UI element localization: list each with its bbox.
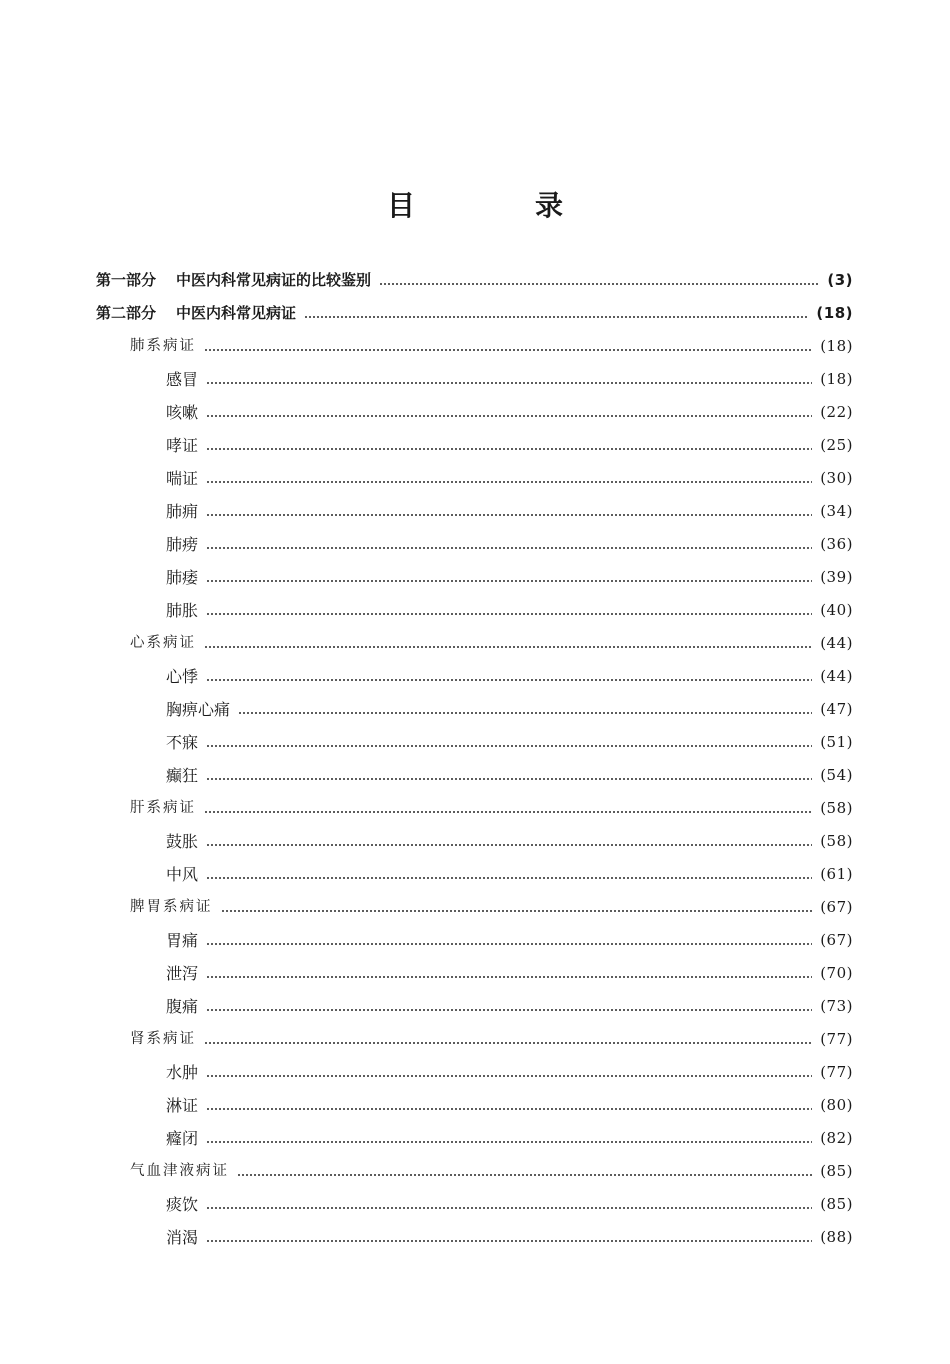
toc-entry-item[interactable] <box>96 363 853 396</box>
toc-entry-item[interactable] <box>96 825 853 858</box>
toc-page-number: (3) <box>827 271 853 289</box>
toc-dot-leader <box>206 481 812 483</box>
toc-page-number: (82) <box>820 1129 853 1147</box>
toc-entry-label: 肺胀 <box>166 601 199 620</box>
toc-entry-label: 脾胃系病证 <box>130 899 213 915</box>
toc-dot-leader <box>204 349 812 351</box>
toc-entry-item[interactable] <box>96 1089 853 1122</box>
toc-page-number: (22) <box>820 403 853 421</box>
toc-entry-label: 泄泻 <box>166 964 199 983</box>
toc-entry-label: 胸痹心痛 <box>166 700 231 719</box>
toc-page-number: (73) <box>820 997 853 1015</box>
toc-dot-leader <box>204 811 812 813</box>
toc-entry-label: 咳嗽 <box>166 403 199 422</box>
toc-entry-item[interactable] <box>96 1056 853 1089</box>
toc-entry-section[interactable] <box>96 1155 853 1188</box>
toc-entry-item[interactable] <box>96 858 853 891</box>
toc-dot-leader <box>206 1207 812 1209</box>
toc-entry-label <box>96 297 296 330</box>
toc-entry-item[interactable] <box>96 594 853 627</box>
toc-entry-label: 不寐 <box>166 733 199 752</box>
toc-dot-leader <box>206 613 812 615</box>
toc-entry-label: 痰饮 <box>166 1195 199 1214</box>
toc-page-number: (77) <box>820 1063 853 1081</box>
toc-entry-item[interactable] <box>96 396 853 429</box>
toc-page-number: (80) <box>820 1096 853 1114</box>
toc-entry-section[interactable] <box>96 1023 853 1056</box>
toc-dot-leader <box>206 1141 812 1143</box>
toc-entry-label <box>96 264 371 297</box>
toc-entry-label: 腹痛 <box>166 997 199 1016</box>
toc-entry-label: 鼓胀 <box>166 832 199 851</box>
toc-entry-label: 肺痨 <box>166 535 199 554</box>
toc-entry-label: 感冒 <box>166 370 199 389</box>
toc-page-number: (30) <box>820 469 853 487</box>
toc-entry-label: 癃闭 <box>166 1129 199 1148</box>
toc-entry-label: 喘证 <box>166 469 199 488</box>
toc-page-number: (67) <box>820 931 853 949</box>
toc-dot-leader <box>206 778 812 780</box>
toc-part-number: 第一部分 <box>96 271 157 289</box>
toc-dot-leader <box>206 877 812 879</box>
toc-entry-item[interactable] <box>96 1188 853 1221</box>
toc-page-number: (34) <box>820 502 853 520</box>
toc-list <box>96 264 853 1254</box>
toc-page-number: (18) <box>820 370 853 388</box>
toc-entry-label: 消渴 <box>166 1228 199 1247</box>
toc-dot-leader <box>206 1108 812 1110</box>
toc-dot-leader <box>206 415 812 417</box>
toc-page-number: (85) <box>820 1162 853 1180</box>
toc-page-number: (18) <box>820 337 853 355</box>
toc-entry-item[interactable] <box>96 693 853 726</box>
toc-entry-item[interactable] <box>96 561 853 594</box>
toc-page-number: (51) <box>820 733 853 751</box>
toc-entry-label: 心悸 <box>166 667 199 686</box>
toc-page-number: (77) <box>820 1030 853 1048</box>
toc-entry-section[interactable] <box>96 330 853 363</box>
toc-entry-item[interactable] <box>96 528 853 561</box>
toc-entry-item[interactable] <box>96 1122 853 1155</box>
toc-entry-label: 胃痛 <box>166 931 199 950</box>
toc-page-number: (88) <box>820 1228 853 1246</box>
toc-entry-label: 肺痈 <box>166 502 199 521</box>
toc-page-number: (18) <box>816 304 853 322</box>
toc-entry-section[interactable] <box>96 792 853 825</box>
toc-entry-item[interactable] <box>96 759 853 792</box>
toc-page-number: (85) <box>820 1195 853 1213</box>
toc-dot-leader <box>206 448 812 450</box>
toc-dot-leader <box>206 547 812 549</box>
toc-dot-leader <box>206 1009 812 1011</box>
toc-entry-item[interactable] <box>96 462 853 495</box>
toc-dot-leader <box>206 943 812 945</box>
toc-dot-leader <box>206 514 812 516</box>
toc-page-number: (39) <box>820 568 853 586</box>
toc-page-number: (44) <box>820 667 853 685</box>
toc-page-number: (61) <box>820 865 853 883</box>
toc-page-number: (36) <box>820 535 853 553</box>
page-title: 目 录 <box>386 189 609 222</box>
toc-entry-part[interactable] <box>96 297 853 330</box>
toc-entry-item[interactable] <box>96 429 853 462</box>
toc-dot-leader <box>379 283 819 285</box>
toc-page-number: (47) <box>820 700 853 718</box>
toc-dot-leader <box>238 712 812 714</box>
toc-entry-label: 淋证 <box>166 1096 199 1115</box>
toc-dot-leader <box>206 1240 812 1242</box>
toc-dot-leader <box>206 844 812 846</box>
toc-page-number: (54) <box>820 766 853 784</box>
toc-page-number: (58) <box>820 799 853 817</box>
toc-dot-leader <box>206 580 812 582</box>
toc-dot-leader <box>237 1174 812 1176</box>
toc-dot-leader <box>206 679 812 681</box>
toc-entry-item[interactable] <box>96 495 853 528</box>
toc-entry-label: 肝系病证 <box>130 800 196 816</box>
toc-entry-label: 肺系病证 <box>130 338 196 354</box>
toc-entry-section[interactable] <box>96 627 853 660</box>
toc-dot-leader <box>204 646 812 648</box>
toc-entry-section[interactable] <box>96 891 853 924</box>
toc-entry-label: 肾系病证 <box>130 1031 196 1047</box>
toc-dot-leader <box>221 910 813 912</box>
toc-entry-item[interactable] <box>96 1221 853 1254</box>
toc-entry-label: 气血津液病证 <box>130 1163 229 1179</box>
toc-entry-label: 水肿 <box>166 1063 199 1082</box>
toc-page-number: (67) <box>820 898 853 916</box>
toc-entry-item[interactable] <box>96 957 853 990</box>
toc-entry-item[interactable] <box>96 990 853 1023</box>
toc-part-title: 中医内科常见病证的比较鉴别 <box>176 271 372 289</box>
toc-page-number: (44) <box>820 634 853 652</box>
toc-page-number: (40) <box>820 601 853 619</box>
toc-dot-leader <box>206 1075 812 1077</box>
toc-entry-item[interactable] <box>96 726 853 759</box>
toc-entry-label: 心系病证 <box>130 635 196 651</box>
toc-dot-leader <box>206 382 812 384</box>
toc-entry-part[interactable] <box>96 264 853 297</box>
toc-part-number: 第二部分 <box>96 304 157 322</box>
toc-entry-label: 哮证 <box>166 436 199 455</box>
toc-entry-label: 中风 <box>166 865 199 884</box>
toc-page-number: (25) <box>820 436 853 454</box>
toc-page-number: (70) <box>820 964 853 982</box>
toc-entry-label: 癫狂 <box>166 766 199 785</box>
toc-page-number: (58) <box>820 832 853 850</box>
toc-part-title: 中医内科常见病证 <box>176 304 297 322</box>
toc-entry-item[interactable] <box>96 924 853 957</box>
toc-dot-leader <box>304 316 808 318</box>
toc-dot-leader <box>206 745 812 747</box>
toc-entry-label: 肺痿 <box>166 568 199 587</box>
toc-dot-leader <box>206 976 812 978</box>
toc-entry-item[interactable] <box>96 660 853 693</box>
toc-dot-leader <box>204 1042 812 1044</box>
